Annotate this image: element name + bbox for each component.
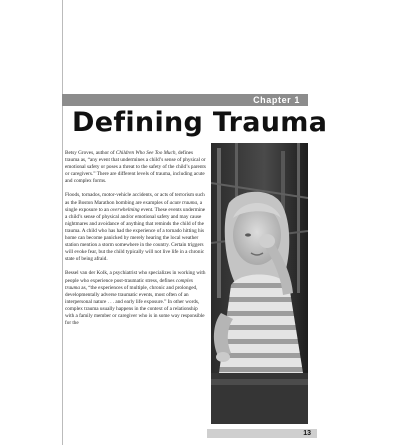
paragraph-text: , a single exposure to an xyxy=(65,199,203,213)
footer-bar xyxy=(207,429,317,438)
chapter-header-bar xyxy=(62,94,308,106)
paragraph-acute-definition xyxy=(65,150,207,185)
paragraph-text: event. These events undermine a child’s sense of physical and/or emotional safety and may cause nightmares and avoidance of anything that reminds the child of the trauma. A child who has had the experience of a tornado hitting his home can become panicked by merely hearing the local weather station mention a storm somewhere in the country. Certain triggers will evoke fear, but the child typically will not live life in a chronic state of being afraid. xyxy=(65,206,206,263)
paragraph-text: Betsy Groves, author of xyxy=(65,150,116,156)
paragraph-complex-trauma xyxy=(65,270,207,327)
paragraph-text: Floods, tornados, motor-vehicle accidents, or acts of terrorism such as the Boston Marathon bombing are examples of xyxy=(65,192,205,206)
paragraph-text: , defines trauma as, “any event that undermines a child’s sense of physical or emotional safety or poses a threat to the safety of the child’s parents or caregivers.” There are different levels of trauma, including acute and complex forms. xyxy=(65,150,206,185)
child-photo-illustration xyxy=(211,143,308,424)
chapter-title: Defining Trauma xyxy=(72,107,328,138)
body-text xyxy=(65,150,207,334)
term-complex-trauma: complex trauma xyxy=(65,277,194,291)
term-acute-trauma: acute trauma xyxy=(169,199,198,206)
child-photo xyxy=(211,143,308,424)
term-overwhelming: overwhelming xyxy=(110,206,140,213)
paragraph-text: Bessel van der Kolk, a psychiatrist who specializes in working with people who experience post-traumatic stress, defines xyxy=(65,270,206,284)
book-title: Children Who See Too Much xyxy=(115,150,176,156)
page-number: 13 xyxy=(303,430,311,437)
paragraph-acute-trauma xyxy=(65,192,207,263)
chapter-label: Chapter 1 xyxy=(253,95,300,105)
paragraph-text: as, “the experiences of multiple, chronic and prolonged, developmentally adverse traumatic events, most often of an interpersonal nature . . . and early life exposure.” In other words, complex trauma usually happens in the context of a relationship with a family member or caregiver who is in some way responsible for the xyxy=(65,284,205,327)
